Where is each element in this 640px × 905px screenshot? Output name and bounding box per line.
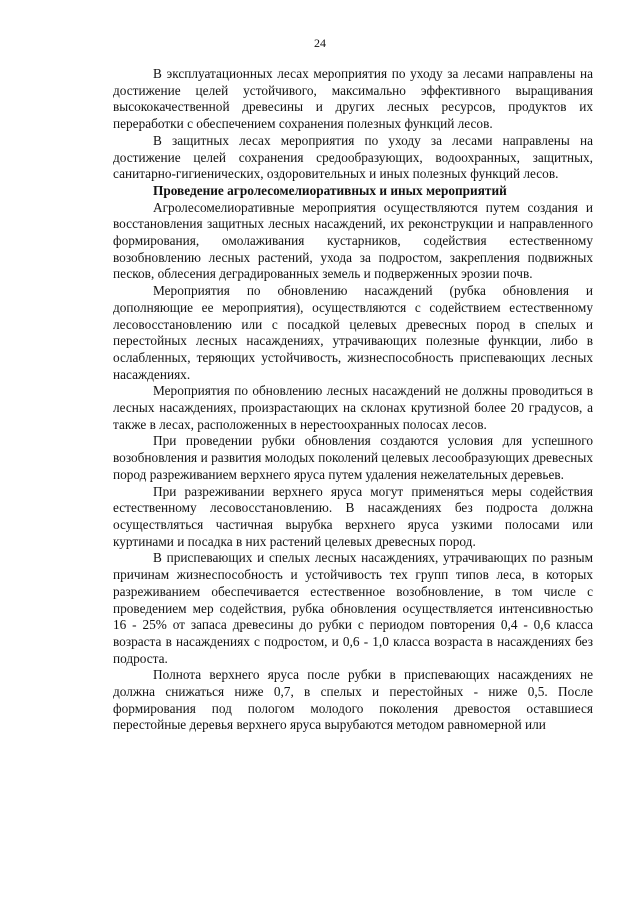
section-heading: Проведение агролесомелиоративных и иных мероприятий [153, 182, 507, 198]
page-number: 24 [314, 36, 326, 50]
paragraph-exploitation-forests: В эксплуатационных лесах мероприятия по уходу за лесами направлены на достижение целей устойчивого, максимально эффективного выращивания высококачественной древесины и других лесных ресурсов, продуктов их переработки с обеспечением сохранения полезных функций лесов. [113, 66, 593, 132]
paragraph-protective-forests: В защитных лесах мероприятия по уходу за лесами направлены на достижение целей сохранения средообразующих, водоохранных, защитных, санитарно-гигиенических, оздоровительных и иных полезных функций лесов. [113, 132, 593, 182]
paragraph-renewal-measures: Мероприятия по обновлению насаждений (рубка обновления и дополняющие ее мероприятия), осуществляются с содействием естественному лесовосстановлению или с посадкой целевых древесных пород в спелых и перестойных лесных насаждениях, утрачивающих полезные функции, либо в ослабленных, теряющих устойчивость, жизнеспособность приспевающих лесных насаждениях. [113, 283, 593, 382]
body-text [113, 66, 593, 734]
paragraph-renewal-felling: При проведении рубки обновления создаются условия для успешного возобновления и развития молодых поколений целевых лесообразующих древесных пород разреживанием верхнего яруса путем удаления нежелательных деревьев. [113, 433, 593, 482]
paragraph-stand-density: Полнота верхнего яруса после рубки в приспевающих насаждениях не должна снижаться ниже 0,7, в спелых и перестойных - ниже 0,5. После формирования под пологом молодого поколения древостоя оставшиеся перестойные деревья верхнего яруса вырубаются методом равномерной или [113, 667, 593, 733]
paragraph-agroforestry: Агролесомелиоративные мероприятия осуществляются путем создания и восстановления защитных лесных насаждений, их реконструкции и направленного формирования, омолаживания кустарников, содействия естественному возобновлению лесных растений, ухода за подростом, закрепления подвижных песков, облесения деградированных земель и подверженных эрозии почв. [113, 199, 593, 282]
paragraph-upper-tier-thinning: При разреживании верхнего яруса могут применяться меры содействия естественному лесовосстановлению. В насаждениях без подроста должна осуществляться частичная вырубка верхнего яруса узкими полосами или куртинами и посадка в них растений целевых древесных пород. [113, 483, 593, 549]
paragraph-felling-intensity: В приспевающих и спелых лесных насаждениях, утрачивающих по разным причинам жизнеспособность и устойчивость тех групп типов леса, в которых разреживанием обеспечивается естественное возобновление, в том числе с проведением мер содействия, рубка обновления осуществляется интенсивностью 16 - 25% от запаса древесины до рубки с периодом повторения 0,4 - 0,6 класса возраста в насаждениях с подростом, и 0,6 - 1,0 класса возраста в насаждениях без подроста. [113, 550, 593, 666]
paragraph-slope-restriction: Мероприятия по обновлению лесных насаждений не должны проводиться в лесных насаждениях, произрастающих на склонах крутизной более 20 градусов, а также в лесах, расположенных в нерестоохранных полосах лесов. [113, 383, 593, 432]
